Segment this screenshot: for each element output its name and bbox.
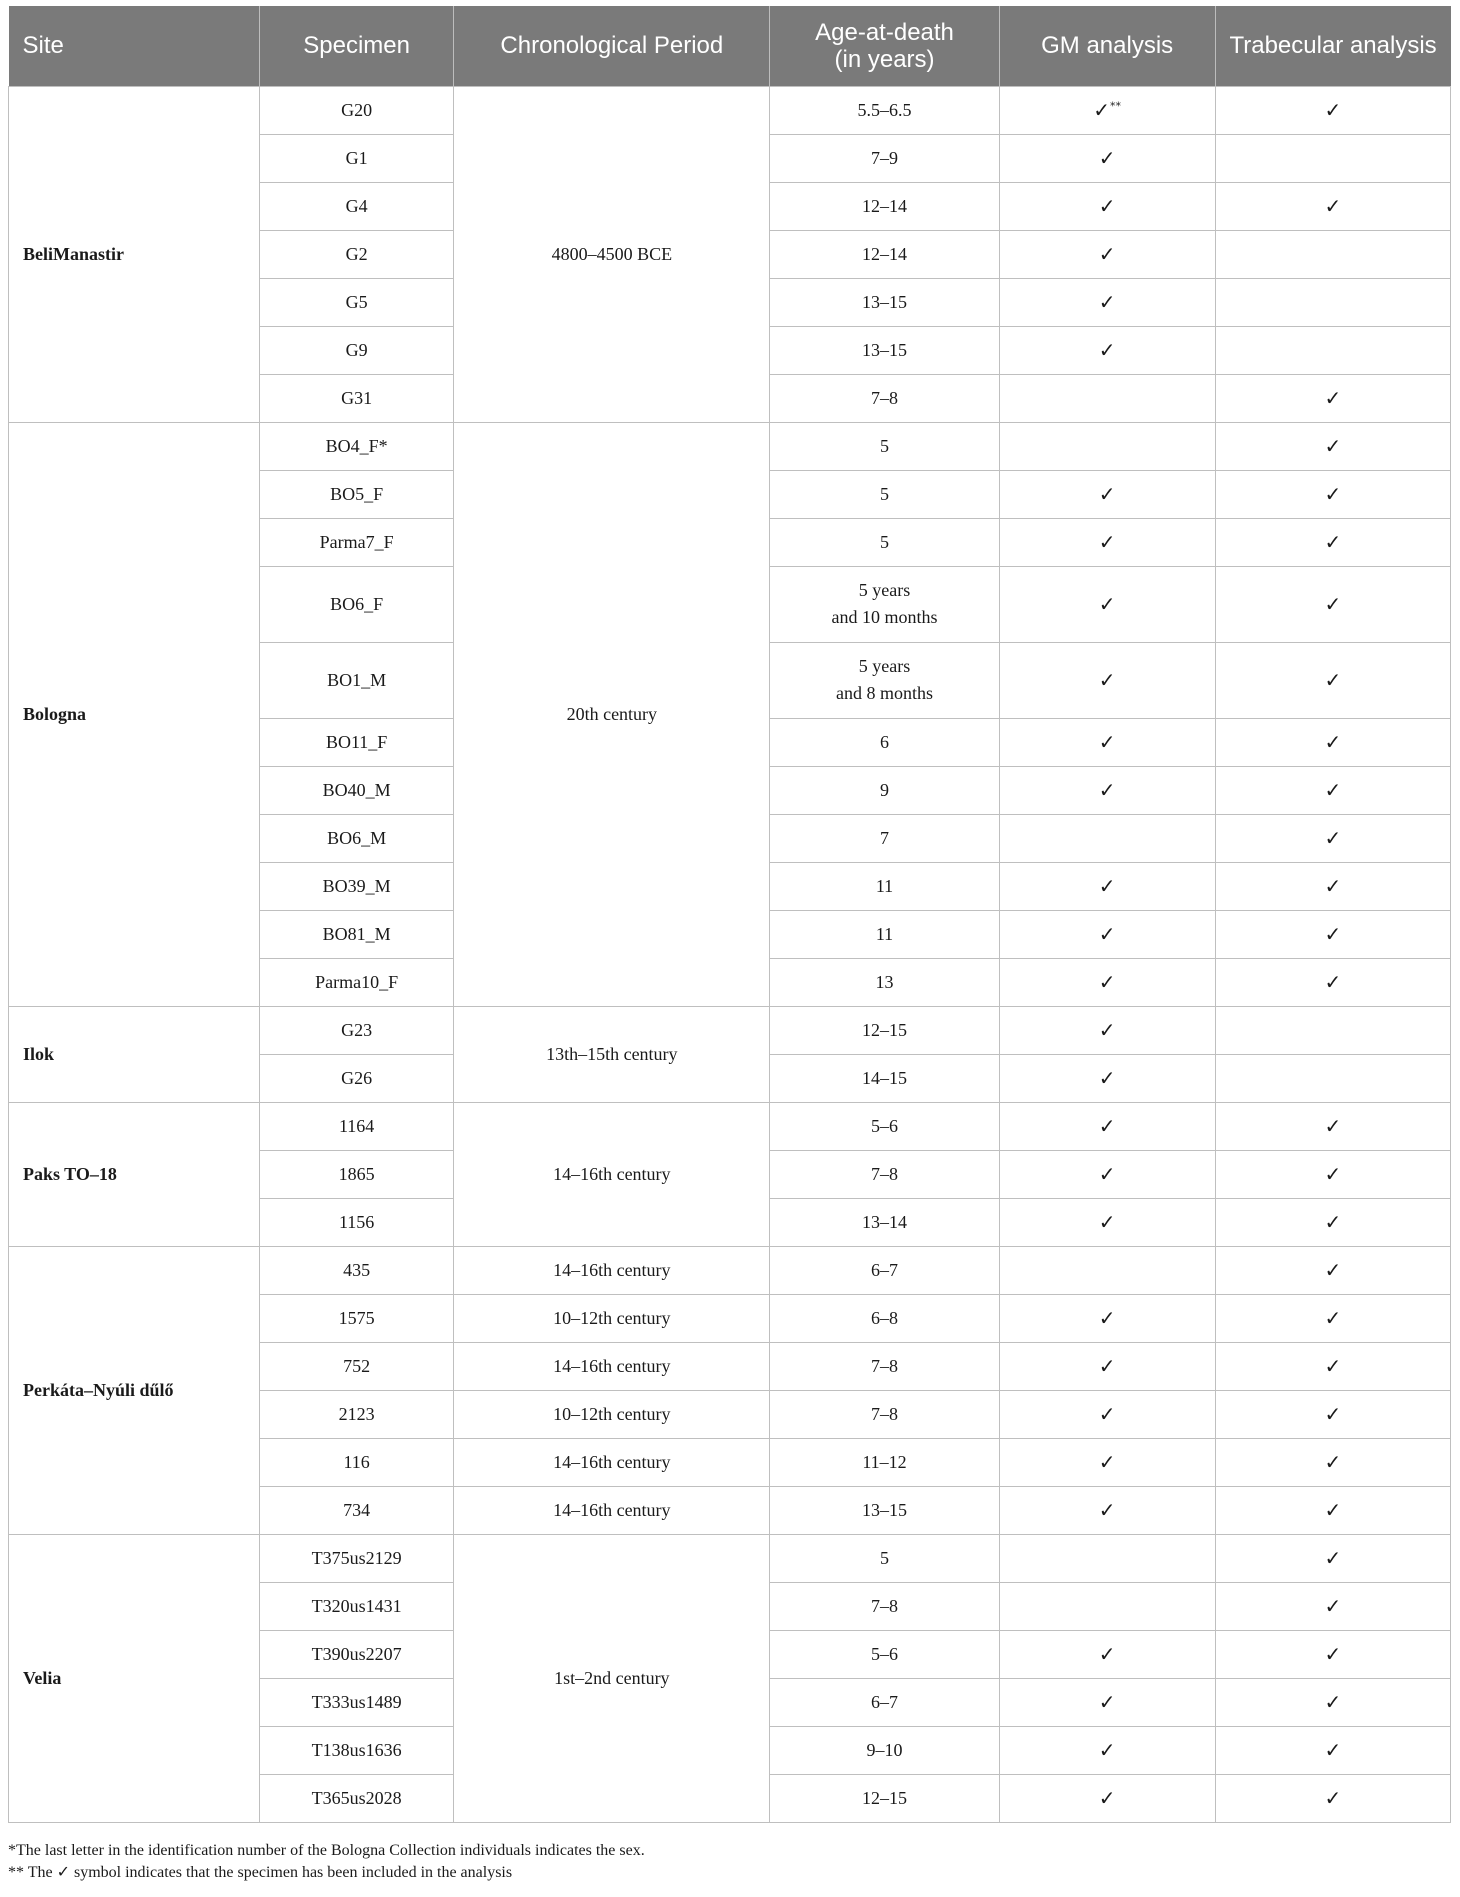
trabecular-analysis-cell	[1215, 1390, 1450, 1438]
gm-analysis-cell	[999, 326, 1215, 374]
age-cell: 11	[770, 910, 999, 958]
trabecular-analysis-cell	[1215, 86, 1450, 134]
specimen-cell: G9	[259, 326, 453, 374]
age-cell: 11	[770, 862, 999, 910]
age-cell: 14–15	[770, 1054, 999, 1102]
table-row	[9, 422, 1451, 470]
checkmark-icon: ✓	[1324, 1545, 1342, 1570]
checkmark-icon: ✓	[1098, 591, 1116, 616]
gm-analysis-cell	[999, 1630, 1215, 1678]
trabecular-analysis-cell	[1215, 642, 1450, 718]
gm-analysis-cell	[999, 1342, 1215, 1390]
checkmark-icon: ✓	[1324, 193, 1342, 218]
gm-analysis-cell	[999, 422, 1215, 470]
checkmark-icon: ✓	[1324, 1113, 1342, 1138]
checkmark-icon: ✓	[1098, 1785, 1116, 1810]
age-cell: 5–6	[770, 1102, 999, 1150]
specimen-cell: 1164	[259, 1102, 453, 1150]
gm-analysis-cell	[999, 766, 1215, 814]
gm-analysis-cell	[999, 718, 1215, 766]
specimen-cell: T320us1431	[259, 1582, 453, 1630]
period-cell: 10–12th century	[454, 1390, 770, 1438]
specimen-cell: Parma7_F	[259, 518, 453, 566]
specimen-cell: T375us2129	[259, 1534, 453, 1582]
checkmark-icon: ✓	[1098, 529, 1116, 554]
specimen-cell: G4	[259, 182, 453, 230]
checkmark-icon: ✓	[1324, 969, 1342, 994]
trabecular-analysis-cell	[1215, 470, 1450, 518]
trabecular-analysis-cell	[1215, 1006, 1450, 1054]
specimen-cell: G1	[259, 134, 453, 182]
trabecular-analysis-cell	[1215, 182, 1450, 230]
checkmark-icon: ✓	[1098, 1161, 1116, 1186]
checkmark-icon: ✓	[1324, 481, 1342, 506]
checkmark-icon: ✓	[1324, 1209, 1342, 1234]
gm-analysis-cell	[999, 518, 1215, 566]
trabecular-analysis-cell	[1215, 1774, 1450, 1822]
specimen-cell: G26	[259, 1054, 453, 1102]
specimen-cell: T333us1489	[259, 1678, 453, 1726]
checkmark-icon: ✓	[1098, 1641, 1116, 1666]
specimen-cell: Parma10_F	[259, 958, 453, 1006]
age-cell: 9–10	[770, 1726, 999, 1774]
trabecular-analysis-cell	[1215, 518, 1450, 566]
trabecular-analysis-cell	[1215, 862, 1450, 910]
checkmark-icon: ✓	[1098, 145, 1116, 170]
age-cell: 7–8	[770, 1390, 999, 1438]
gm-analysis-cell	[999, 1726, 1215, 1774]
checkmark-icon: ✓	[1098, 1737, 1116, 1762]
specimen-cell: BO39_M	[259, 862, 453, 910]
checkmark-icon: ✓	[1098, 1017, 1116, 1042]
trabecular-analysis-cell	[1215, 1054, 1450, 1102]
age-cell: 7–8	[770, 374, 999, 422]
checkmark-icon: ✓	[1324, 385, 1342, 410]
specimen-cell: BO81_M	[259, 910, 453, 958]
trabecular-analysis-cell	[1215, 1486, 1450, 1534]
checkmark-icon: ✓	[1324, 873, 1342, 898]
gm-analysis-cell	[999, 1678, 1215, 1726]
period-cell: 13th–15th century	[454, 1006, 770, 1102]
checkmark-icon: ✓	[1324, 1785, 1342, 1810]
specimen-cell: 116	[259, 1438, 453, 1486]
table-body	[9, 86, 1451, 1822]
gm-analysis-cell	[999, 862, 1215, 910]
specimen-cell: BO6_M	[259, 814, 453, 862]
footnote-marker: **	[1110, 98, 1122, 112]
specimen-cell: BO4_F*	[259, 422, 453, 470]
gm-analysis-cell	[999, 1774, 1215, 1822]
specimen-cell: T390us2207	[259, 1630, 453, 1678]
checkmark-icon: ✓	[1324, 591, 1342, 616]
checkmark-icon: ✓	[1098, 1401, 1116, 1426]
specimen-cell: BO11_F	[259, 718, 453, 766]
age-cell: 13	[770, 958, 999, 1006]
specimen-cell: BO6_F	[259, 566, 453, 642]
checkmark-icon: ✓	[1324, 729, 1342, 754]
checkmark-icon: ✓	[1098, 729, 1116, 754]
checkmark-icon: ✓	[1098, 1497, 1116, 1522]
age-cell: 13–15	[770, 326, 999, 374]
age-cell: 5	[770, 470, 999, 518]
table-row	[9, 86, 1451, 134]
specimen-cell: T365us2028	[259, 1774, 453, 1822]
trabecular-analysis-cell	[1215, 718, 1450, 766]
specimen-cell: BO5_F	[259, 470, 453, 518]
age-cell: 5.5–6.5	[770, 86, 999, 134]
trabecular-analysis-cell	[1215, 1582, 1450, 1630]
gm-analysis-cell	[999, 230, 1215, 278]
gm-analysis-cell	[999, 1102, 1215, 1150]
gm-analysis-cell	[999, 1198, 1215, 1246]
header-trabecular-analysis: Trabecular analysis	[1215, 6, 1450, 86]
gm-analysis-cell	[999, 134, 1215, 182]
trabecular-analysis-cell	[1215, 910, 1450, 958]
checkmark-icon: ✓	[1324, 1401, 1342, 1426]
gm-analysis-cell	[999, 278, 1215, 326]
age-cell: 12–15	[770, 1774, 999, 1822]
age-cell: 12–14	[770, 230, 999, 278]
checkmark-icon: ✓	[1098, 1449, 1116, 1474]
checkmark-icon: ✓	[1098, 969, 1116, 994]
checkmark-icon: ✓	[1324, 1689, 1342, 1714]
specimen-cell: G2	[259, 230, 453, 278]
period-cell: 14–16th century	[454, 1246, 770, 1294]
gm-analysis-cell	[999, 910, 1215, 958]
period-cell: 14–16th century	[454, 1342, 770, 1390]
table-row	[9, 1006, 1451, 1054]
checkmark-icon: ✓	[1093, 97, 1111, 122]
age-cell: 5 years and 8 months	[770, 642, 999, 718]
specimen-cell: G20	[259, 86, 453, 134]
checkmark-icon: ✓	[1324, 1305, 1342, 1330]
gm-analysis-cell	[999, 1486, 1215, 1534]
checkmark-icon: ✓	[1324, 777, 1342, 802]
gm-analysis-cell	[999, 1006, 1215, 1054]
header-row	[9, 6, 1451, 86]
header-chronological-period: Chronological Period	[454, 6, 770, 86]
checkmark-icon: ✓	[1324, 97, 1342, 122]
gm-analysis-cell	[999, 1150, 1215, 1198]
checkmark-icon: ✓	[1324, 921, 1342, 946]
age-cell: 7–8	[770, 1150, 999, 1198]
checkmark-icon: ✓	[1324, 433, 1342, 458]
trabecular-analysis-cell	[1215, 1294, 1450, 1342]
trabecular-analysis-cell	[1215, 1198, 1450, 1246]
specimen-cell: 734	[259, 1486, 453, 1534]
trabecular-analysis-cell	[1215, 814, 1450, 862]
age-cell: 7–8	[770, 1342, 999, 1390]
gm-analysis-cell	[999, 1054, 1215, 1102]
period-cell: 14–16th century	[454, 1102, 770, 1246]
checkmark-icon: ✓	[1098, 193, 1116, 218]
trabecular-analysis-cell	[1215, 566, 1450, 642]
checkmark-icon: ✓	[1324, 825, 1342, 850]
age-cell: 6	[770, 718, 999, 766]
footnote-sex: *The last letter in the identification number of the Bologna Collection individuals indicates the sex.	[8, 1842, 645, 1859]
specimen-cell: T138us1636	[259, 1726, 453, 1774]
gm-analysis-cell	[999, 1438, 1215, 1486]
checkmark-icon: ✓	[1324, 1161, 1342, 1186]
checkmark-icon: ✓	[1324, 1593, 1342, 1618]
table-row	[9, 1534, 1451, 1582]
age-cell: 6–8	[770, 1294, 999, 1342]
checkmark-icon: ✓	[1098, 1209, 1116, 1234]
checkmark-icon: ✓	[1098, 1065, 1116, 1090]
gm-analysis-cell	[999, 642, 1215, 718]
checkmark-icon: ✓	[1324, 1641, 1342, 1666]
footnote-check-symbol: ** The ✓ symbol indicates that the specimen has been included in the analysis	[8, 1864, 513, 1881]
specimen-cell: 1865	[259, 1150, 453, 1198]
specimen-cell: 435	[259, 1246, 453, 1294]
gm-analysis-cell	[999, 1582, 1215, 1630]
trabecular-analysis-cell	[1215, 422, 1450, 470]
trabecular-analysis-cell	[1215, 1438, 1450, 1486]
header-age-at-death: Age-at-death (in years)	[770, 6, 999, 86]
site-cell: Perkáta–Nyúli dűlő	[9, 1246, 260, 1534]
checkmark-icon: ✓	[1324, 667, 1342, 692]
checkmark-icon: ✓	[1098, 1113, 1116, 1138]
age-cell: 7	[770, 814, 999, 862]
header-gm-analysis: GM analysis	[999, 6, 1215, 86]
age-cell: 6–7	[770, 1678, 999, 1726]
checkmark-icon: ✓	[1098, 481, 1116, 506]
specimen-cell: BO1_M	[259, 642, 453, 718]
specimen-cell: 752	[259, 1342, 453, 1390]
checkmark-icon: ✓	[1098, 289, 1116, 314]
table-container	[8, 6, 1451, 1823]
age-cell: 13–14	[770, 1198, 999, 1246]
trabecular-analysis-cell	[1215, 1150, 1450, 1198]
checkmark-icon: ✓	[1324, 1353, 1342, 1378]
age-cell: 6–7	[770, 1246, 999, 1294]
gm-analysis-cell	[999, 1294, 1215, 1342]
checkmark-icon: ✓	[1098, 667, 1116, 692]
table-row	[9, 1102, 1451, 1150]
table-header	[9, 6, 1451, 86]
checkmark-icon: ✓	[1324, 1737, 1342, 1762]
site-cell: Ilok	[9, 1006, 260, 1102]
trabecular-analysis-cell	[1215, 1102, 1450, 1150]
period-cell: 14–16th century	[454, 1486, 770, 1534]
trabecular-analysis-cell	[1215, 374, 1450, 422]
age-cell: 9	[770, 766, 999, 814]
gm-analysis-cell	[999, 958, 1215, 1006]
trabecular-analysis-cell	[1215, 1534, 1450, 1582]
checkmark-icon: ✓	[1324, 1497, 1342, 1522]
checkmark-icon: ✓	[1098, 241, 1116, 266]
checkmark-icon: ✓	[1098, 777, 1116, 802]
period-cell: 10–12th century	[454, 1294, 770, 1342]
gm-analysis-cell	[999, 86, 1215, 134]
age-cell: 13–15	[770, 1486, 999, 1534]
specimen-table	[8, 6, 1451, 1823]
age-cell: 5	[770, 422, 999, 470]
specimen-cell: 1156	[259, 1198, 453, 1246]
period-cell: 14–16th century	[454, 1438, 770, 1486]
checkmark-icon: ✓	[1324, 529, 1342, 554]
specimen-cell: G31	[259, 374, 453, 422]
specimen-cell: 2123	[259, 1390, 453, 1438]
trabecular-analysis-cell	[1215, 958, 1450, 1006]
checkmark-icon: ✓	[1098, 873, 1116, 898]
gm-analysis-cell	[999, 814, 1215, 862]
trabecular-analysis-cell	[1215, 1630, 1450, 1678]
gm-analysis-cell	[999, 1534, 1215, 1582]
gm-analysis-cell	[999, 1390, 1215, 1438]
age-cell: 5	[770, 1534, 999, 1582]
age-cell: 12–15	[770, 1006, 999, 1054]
gm-analysis-cell	[999, 566, 1215, 642]
trabecular-analysis-cell	[1215, 326, 1450, 374]
trabecular-analysis-cell	[1215, 230, 1450, 278]
period-cell: 4800–4500 BCE	[454, 86, 770, 422]
checkmark-icon: ✓	[1098, 1689, 1116, 1714]
specimen-cell: BO40_M	[259, 766, 453, 814]
site-cell: Velia	[9, 1534, 260, 1822]
period-cell: 1st–2nd century	[454, 1534, 770, 1822]
age-cell: 5 years and 10 months	[770, 566, 999, 642]
age-cell: 5	[770, 518, 999, 566]
checkmark-icon: ✓	[1098, 1305, 1116, 1330]
trabecular-analysis-cell	[1215, 1726, 1450, 1774]
checkmark-icon: ✓	[1324, 1449, 1342, 1474]
period-cell: 20th century	[454, 422, 770, 1006]
gm-analysis-cell	[999, 470, 1215, 518]
age-cell: 13–15	[770, 278, 999, 326]
checkmark-icon: ✓	[1098, 1353, 1116, 1378]
specimen-cell: G23	[259, 1006, 453, 1054]
site-cell: Bologna	[9, 422, 260, 1006]
age-cell: 12–14	[770, 182, 999, 230]
trabecular-analysis-cell	[1215, 766, 1450, 814]
trabecular-analysis-cell	[1215, 1678, 1450, 1726]
header-site: Site	[9, 6, 260, 86]
specimen-cell: 1575	[259, 1294, 453, 1342]
header-specimen: Specimen	[259, 6, 453, 86]
age-cell: 5–6	[770, 1630, 999, 1678]
trabecular-analysis-cell	[1215, 278, 1450, 326]
checkmark-icon: ✓	[1324, 1257, 1342, 1282]
table-row	[9, 1246, 1451, 1294]
gm-analysis-cell	[999, 374, 1215, 422]
site-cell: Paks TO–18	[9, 1102, 260, 1246]
age-cell: 7–8	[770, 1582, 999, 1630]
trabecular-analysis-cell	[1215, 134, 1450, 182]
gm-analysis-cell	[999, 182, 1215, 230]
specimen-cell: G5	[259, 278, 453, 326]
checkmark-icon: ✓	[1098, 337, 1116, 362]
trabecular-analysis-cell	[1215, 1342, 1450, 1390]
trabecular-analysis-cell	[1215, 1246, 1450, 1294]
checkmark-icon: ✓	[1098, 921, 1116, 946]
site-cell: BeliManastir	[9, 86, 260, 422]
footnotes	[8, 1840, 1451, 1884]
age-cell: 11–12	[770, 1438, 999, 1486]
gm-analysis-cell	[999, 1246, 1215, 1294]
age-cell: 7–9	[770, 134, 999, 182]
